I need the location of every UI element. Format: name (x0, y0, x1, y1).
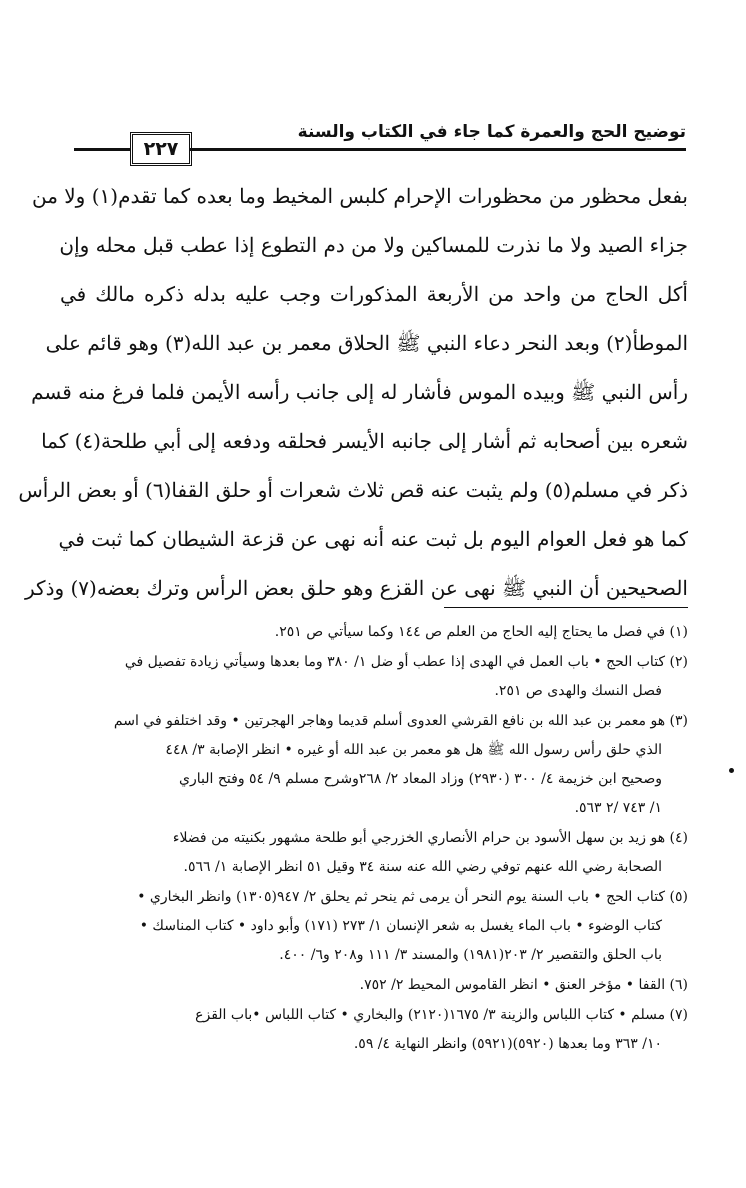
body-line: شعره بين أصحابه ثم أشار إلى جانبه الأيسر فحلقه ودفعه إلى أبي طلحة(٤) كما (41, 429, 688, 453)
body-line: رأس النبي ﷺ وبيده الموس فأشار له إلى جانب رأسه الأيمن فلما فرغ منه قسم (31, 380, 688, 404)
body-line: الموطأ(٢) وبعد النحر دعاء النبي ﷺ الحلاق معمر بن عبد الله(٣) وهو قائم على (45, 331, 688, 355)
footnotes (58, 618, 688, 1060)
body-line: الصحيحين أن النبي ﷺ نهى عن القزع وهو حلق بعض الرأس وترك بعضه(٧) وذكر (25, 576, 688, 600)
footnote-line: كتاب الوضوء • باب الماء يغسل به شعر الإنسان ١/ ٢٧٣ (١٧١) وأبو داود • كتاب المناسك • (139, 918, 662, 934)
footnote-line: (٥) كتاب الحج • باب السنة يوم النحر أن يرمى ثم ينحر ثم يحلق ٢/ ٩٤٧(١٣٠٥) وانظر البخاري • (137, 889, 688, 905)
body-line: كما هو فعل العوام اليوم بل ثبت عنه أنه نهى عن قزعة الشيطان كما ثبت في (58, 527, 688, 551)
footnote-line: (٣) هو معمر بن عبد الله بن نافع القرشي العدوى أسلم قديما وهاجر الهجرتين • وقد اختلفو في اسم (113, 713, 688, 729)
footnote-6 (58, 971, 688, 1000)
footnote-line: (٤) هو زيد بن سهل الأسود بن حرام الأنصاري الخزرجي أبو طلحة مشهور بكنيته من فضلاء (172, 830, 688, 846)
page-number: ٢٢٧ (130, 132, 192, 166)
footnote-2 (58, 648, 688, 706)
body-line: بفعل محظور من محظورات الإحرام كلبس المخيط وما بعده كما تقدم(١) ولا من (31, 184, 688, 208)
footnote-3 (58, 707, 688, 823)
footnote-line: (٦) القفا • مؤخر العنق • انظر القاموس المحيط ٢/ ٧٥٢. (359, 977, 688, 993)
footnote-4 (58, 824, 688, 882)
footnote-line: ١/ ٧٤٣ /٢ ٥٦٣. (574, 800, 662, 816)
body-line: ذكر في مسلم(٥) ولم يثبت عنه قص ثلاث شعرات أو حلق القفا(٦) أو بعض الرأس (18, 478, 688, 502)
footnote-line: ١٠/ ٣٦٣ وما بعدها (٥٩٢٠)(٥٩٢١) وانظر النهاية ٤/ ٥٩. (353, 1036, 662, 1052)
header-rule-left (74, 148, 130, 151)
header-rule-right (190, 148, 686, 151)
page-header (74, 112, 686, 164)
footnote-line: (١) في فصل ما يحتاج إليه الحاج من العلم ص ١٤٤ وكما سيأتي ص ٢٥١. (274, 624, 688, 640)
footnote-line: (٧) مسلم • كتاب اللباس والزينة ٣/ ١٦٧٥(٢١٢٠) والبخاري • كتاب اللباس •باب القزع (195, 1007, 688, 1023)
footnote-line: وصحيح ابن خزيمة ٤/ ٣٠٠ (٢٩٣٠) وزاد المعاد ٢/ ٢٦٨وشرح مسلم ٩/ ٥٤ وفتح الباري (179, 771, 662, 787)
body-line: جزاء الصيد ولا ما نذرت للمساكين ولا من دم التطوع إذا عطب قبل محله وإن (59, 233, 688, 257)
running-title: توضيح الحج والعمرة كما جاء في الكتاب والسنة (297, 122, 686, 142)
margin-dot (729, 768, 734, 773)
footnote-line: الذي حلق رأس رسول الله ﷺ هل هو معمر بن عبد الله أو غيره • انظر الإصابة ٣/ ٤٤٨ (165, 742, 662, 758)
footnote-line: (٢) كتاب الحج • باب العمل في الهدى إذا عطب أو ضل ١/ ٣٨٠ وما بعدها وسيأتي زيادة تفصيل في (124, 654, 688, 670)
footnote-7 (58, 1001, 688, 1059)
main-text (18, 172, 688, 613)
body-line: أكل الحاج من واحد من الأربعة المذكورات وجب عليه بدله ذكره مالك في (60, 282, 688, 306)
footnote-line: باب الحلق والتقصير ٢/ ٢٠٣(١٩٨١) والمسند ٣/ ١١١ و٢٠٨ و٦/ ٤٠٠. (279, 947, 662, 963)
footnote-line: فصل النسك والهدى ص ٢٥١. (494, 683, 662, 699)
footnote-5 (58, 883, 688, 970)
footnote-line: الصحابة رضي الله عنهم توفي رضي الله عنه سنة ٣٤ وقيل ٥١ انظر الإصابة ١/ ٥٦٦. (183, 859, 662, 875)
footnote-1 (58, 618, 688, 647)
footnote-separator (444, 607, 688, 608)
